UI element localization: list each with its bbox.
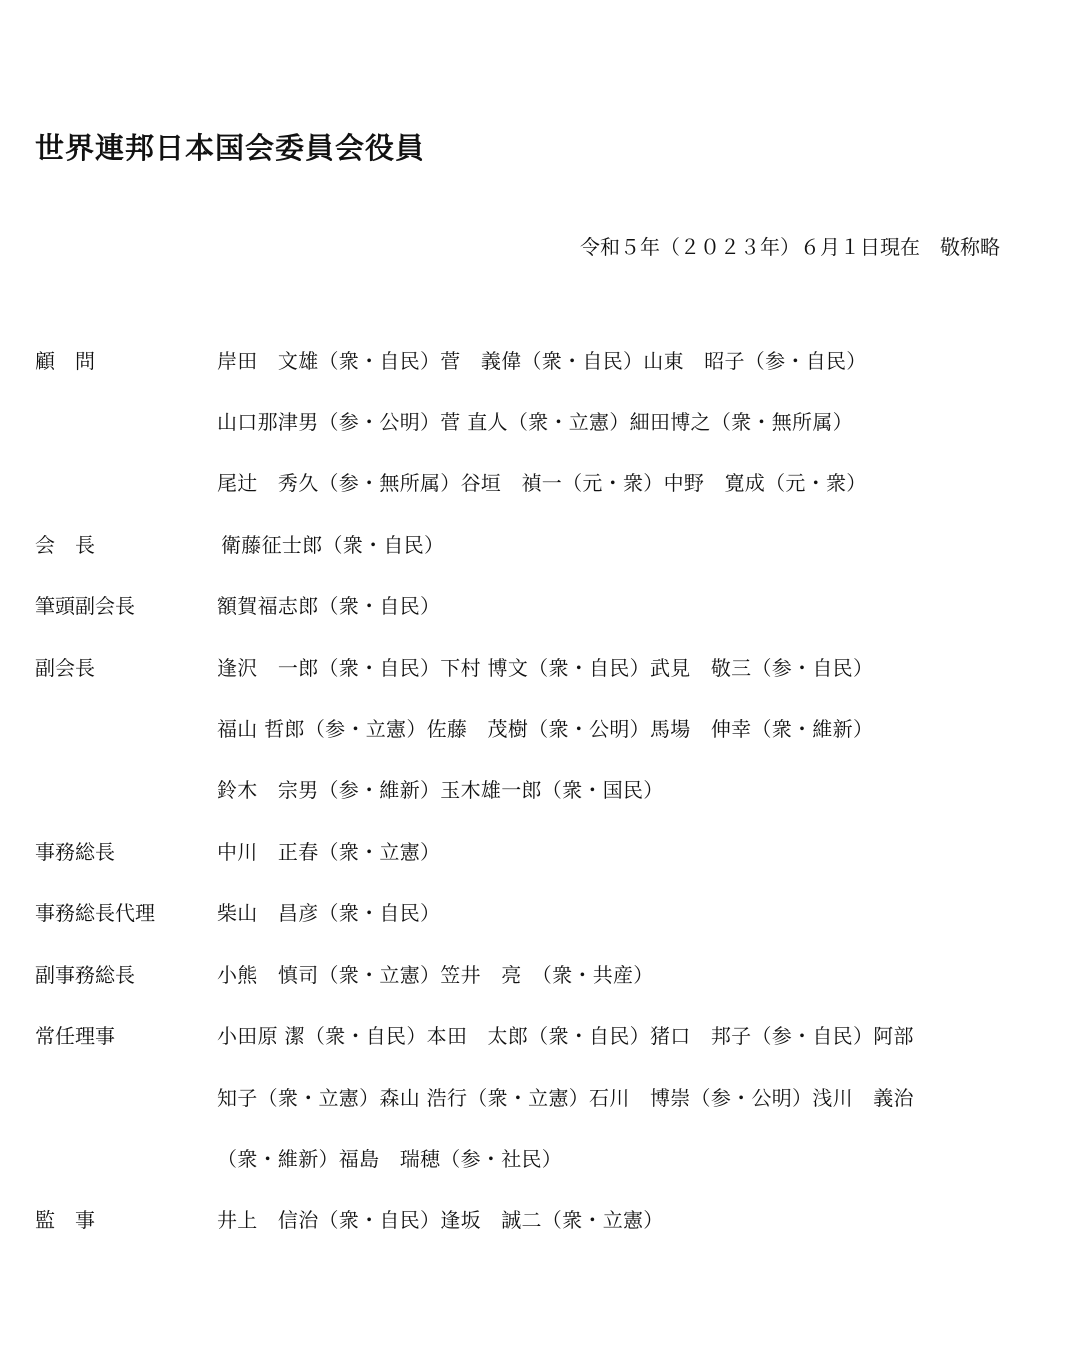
officer-row-advisors-cont (0, 463, 1080, 503)
officer-row-advisors-cont (0, 402, 1080, 442)
member-line: 小熊 慎司（衆・立憲）笠井 亮 （衆・共産） (217, 963, 654, 987)
member-line: 柴山 昌彦（衆・自民） (217, 901, 441, 925)
officer-row-secretary-general (0, 832, 1080, 872)
role-label: 常任理事 (35, 1024, 115, 1048)
officer-row-senior-vice-chairman (0, 586, 1080, 626)
member-line: 鈴木 宗男（参・維新）玉木雄一郎（衆・国民） (217, 778, 664, 802)
member-line: 尾辻 秀久（参・無所属）谷垣 禎一（元・衆）中野 寛成（元・衆） (217, 471, 867, 495)
member-line: 岸田 文雄（衆・自民）菅 義偉（衆・自民）山東 昭子（参・自民） (217, 349, 867, 373)
officer-row-vice-chairmen-cont (0, 709, 1080, 749)
role-label: 事務総長代理 (35, 901, 155, 925)
role-label: 顧 問 (35, 349, 95, 373)
member-line: 中川 正春（衆・立憲） (217, 840, 441, 864)
member-line: 福山 哲郎（参・立憲）佐藤 茂樹（衆・公明）馬場 伸幸（衆・維新） (217, 717, 874, 741)
officer-row-advisors (0, 341, 1080, 381)
role-label: 監 事 (35, 1208, 95, 1232)
member-line: （衆・維新）福島 瑞穂（参・社民） (217, 1147, 563, 1171)
officer-row-vice-chairmen (0, 648, 1080, 688)
role-label: 副事務総長 (35, 963, 135, 987)
officer-row-standing-directors-cont (0, 1139, 1080, 1179)
officer-row-standing-directors (0, 1016, 1080, 1056)
member-line: 衛藤征士郎（衆・自民） (221, 533, 445, 557)
page-title: 世界連邦日本国会委員会役員 (35, 131, 426, 165)
role-label: 事務総長 (35, 840, 115, 864)
role-label: 会 長 (35, 533, 95, 557)
officer-row-auditors (0, 1200, 1080, 1240)
member-line: 知子（衆・立憲）森山 浩行（衆・立憲）石川 博崇（参・公明）浅川 義治 (217, 1086, 914, 1110)
officer-row-vice-chairmen-cont (0, 770, 1080, 810)
member-line: 井上 信治（衆・自民）逢坂 誠二（衆・立憲） (217, 1208, 664, 1232)
member-line: 山口那津男（参・公明）菅 直人（衆・立憲）細田博之（衆・無所属） (217, 410, 853, 434)
date-line: 令和５年（２０２３年）６月１日現在 敬称略 (580, 235, 1000, 259)
member-line: 逢沢 一郎（衆・自民）下村 博文（衆・自民）武見 敬三（参・自民） (217, 656, 874, 680)
role-label: 筆頭副会長 (35, 594, 135, 618)
officer-row-standing-directors-cont (0, 1078, 1080, 1118)
member-line: 額賀福志郎（衆・自民） (217, 594, 441, 618)
role-label: 副会長 (35, 656, 95, 680)
officer-row-acting-secretary-general (0, 893, 1080, 933)
officer-row-deputy-secretary-general (0, 955, 1080, 995)
member-line: 小田原 潔（衆・自民）本田 太郎（衆・自民）猪口 邦子（参・自民）阿部 (217, 1024, 914, 1048)
officer-row-chairman (0, 525, 1080, 565)
